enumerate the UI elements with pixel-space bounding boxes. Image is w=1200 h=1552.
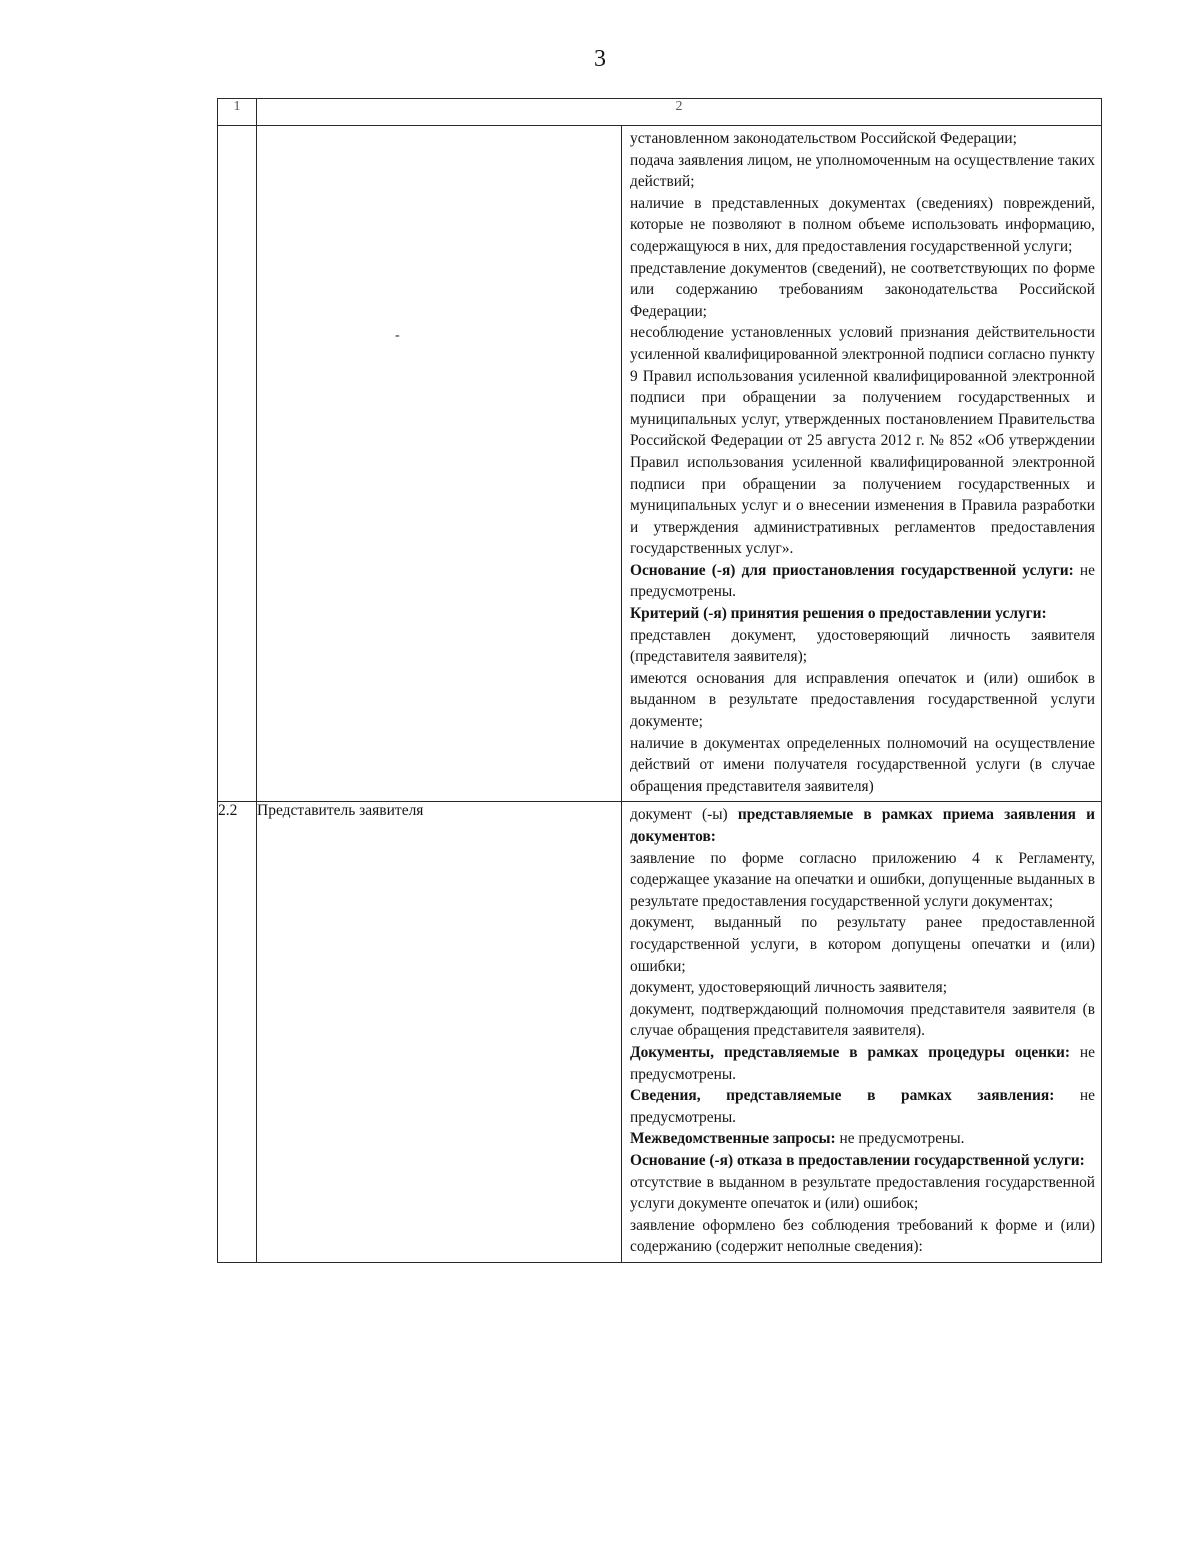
- content-paragraph: [630, 603, 1095, 625]
- row-title: [257, 126, 622, 802]
- row-number: [218, 126, 257, 802]
- paragraph-text: несоблюдение установленных условий признания действительности усиленной квалифицированной электронной подписи согласно пункту 9 Правил использования усиленной квалифицированной электронной подписи при обращении за получением государственных и муниципальных услуг, утвержденных постановлением Правительства Российской Федерации от 25 августа 2012 г. № 852 «Об утверждении Правил использования усиленной квалифицированной электронной подписи при обращении за получением государственных и муниципальных услуг и о внесении изменения в Правила разработки и утверждения административных регламентов предоставления государственных услуг».: [630, 324, 1095, 558]
- content-paragraph: [630, 1128, 1095, 1150]
- content-paragraph: [630, 150, 1095, 193]
- content-paragraph: [630, 977, 1095, 999]
- content-paragraph: [630, 1085, 1095, 1128]
- paragraph-text: документ, удостоверяющий личность заявителя;: [630, 979, 947, 997]
- content-paragraph: [630, 912, 1095, 977]
- paragraph-text: документ, выданный по результату ранее предоставленной государственной услуги, в котором допущены опечатки и (или) ошибки;: [630, 914, 1095, 975]
- paragraph-text: заявление оформлено без соблюдения требований к форме и (или) содержанию (содержит неполные сведения):: [630, 1216, 1095, 1256]
- row-number: 2.2: [218, 802, 257, 1262]
- paragraph-text: заявление по форме согласно приложению 4 к Регламенту, содержащее указание на опечатки и ошибки, допущенные выданных в результате предоставления государственной услуги документах;: [630, 849, 1095, 910]
- paragraph-text: наличие в представленных документах (сведениях) повреждений, которые не позволяют в полном объеме использовать информацию, содержащуюся в них, для предоставления государственной услуги;: [630, 194, 1095, 255]
- page-number: 3: [594, 46, 606, 72]
- paragraph-lead: Сведения, представляемые в рамках заявления:: [630, 1087, 1055, 1105]
- regulation-table: [217, 98, 1102, 1263]
- content-paragraph: [630, 848, 1095, 913]
- content-paragraph: [630, 625, 1095, 668]
- row-content: [622, 126, 1102, 802]
- stray-dash: -: [395, 328, 400, 343]
- paragraph-lead: Критерий (-я) принятия решения о предоставлении услуги:: [630, 605, 1047, 623]
- paragraph-text: наличие в документах определенных полномочий на осуществление действий от имени получателя государственной услуги (в случае обращения представителя заявителя): [630, 734, 1095, 795]
- paragraph-text: не предусмотрены.: [835, 1130, 965, 1148]
- row-title: Представитель заявителя: [257, 802, 622, 1262]
- content-paragraph: [630, 733, 1095, 798]
- content-paragraph: [630, 999, 1095, 1042]
- table-header-row: [218, 99, 1102, 126]
- paragraph-text: не предусмотрены.: [630, 1087, 1095, 1126]
- content-paragraph: [630, 1172, 1095, 1215]
- content-paragraph: [630, 128, 1095, 150]
- paragraph-text: не предусмотрены.: [630, 561, 1095, 601]
- header-col-1: 1: [218, 99, 257, 126]
- content-paragraph: [630, 804, 1095, 847]
- paragraph-text: отсутствие в выданном в результате предоставления государственной услуги документе опечаток и (или) ошибок;: [630, 1173, 1095, 1213]
- paragraph-text: подача заявления лицом, не уполномоченным на осуществление таких действий;: [630, 151, 1095, 191]
- paragraph-text: установленном законодательством Российской Федерации;: [630, 130, 1017, 147]
- content-paragraph: [630, 1150, 1095, 1172]
- paragraph-text: имеются основания для исправления опечаток и (или) ошибок в выданном в результате предоставления государственной услуги документе;: [630, 669, 1095, 731]
- paragraph-text: представлен документ, удостоверяющий личность заявителя (представителя заявителя);: [630, 626, 1095, 666]
- paragraph-text: документ, подтверждающий полномочия представителя заявителя (в случае обращения представителя заявителя).: [630, 1000, 1095, 1040]
- paragraph-lead: Основание (-я) для приостановления государственной услуги:: [630, 561, 1074, 579]
- content-paragraph: [630, 322, 1095, 560]
- content-paragraph: [630, 193, 1095, 258]
- content-paragraph: [630, 560, 1095, 603]
- paragraph-lead: представляемые в рамках приема заявления и документов:: [630, 806, 1095, 845]
- table-row: [218, 126, 1102, 802]
- paragraph-lead: Основание (-я) отказа в предоставлении государственной услуги:: [630, 1151, 1085, 1169]
- paragraph-lead: Документы, представляемые в рамках процедуры оценки:: [630, 1043, 1070, 1061]
- header-col-2: 2: [257, 99, 1102, 126]
- content-paragraph: [630, 258, 1095, 323]
- table-row: [218, 802, 1102, 1262]
- paragraph-text: не предусмотрены.: [630, 1043, 1095, 1083]
- paragraph-text: документ (-ы): [630, 806, 738, 824]
- row-content: [622, 802, 1102, 1262]
- paragraph-text: представление документов (сведений), не соответствующих по форме или содержанию требованиям законодательства Российской Федерации;: [630, 259, 1095, 320]
- content-paragraph: [630, 1215, 1095, 1258]
- paragraph-lead: Межведомственные запросы:: [630, 1130, 836, 1148]
- content-paragraph: [630, 668, 1095, 733]
- content-paragraph: [630, 1042, 1095, 1085]
